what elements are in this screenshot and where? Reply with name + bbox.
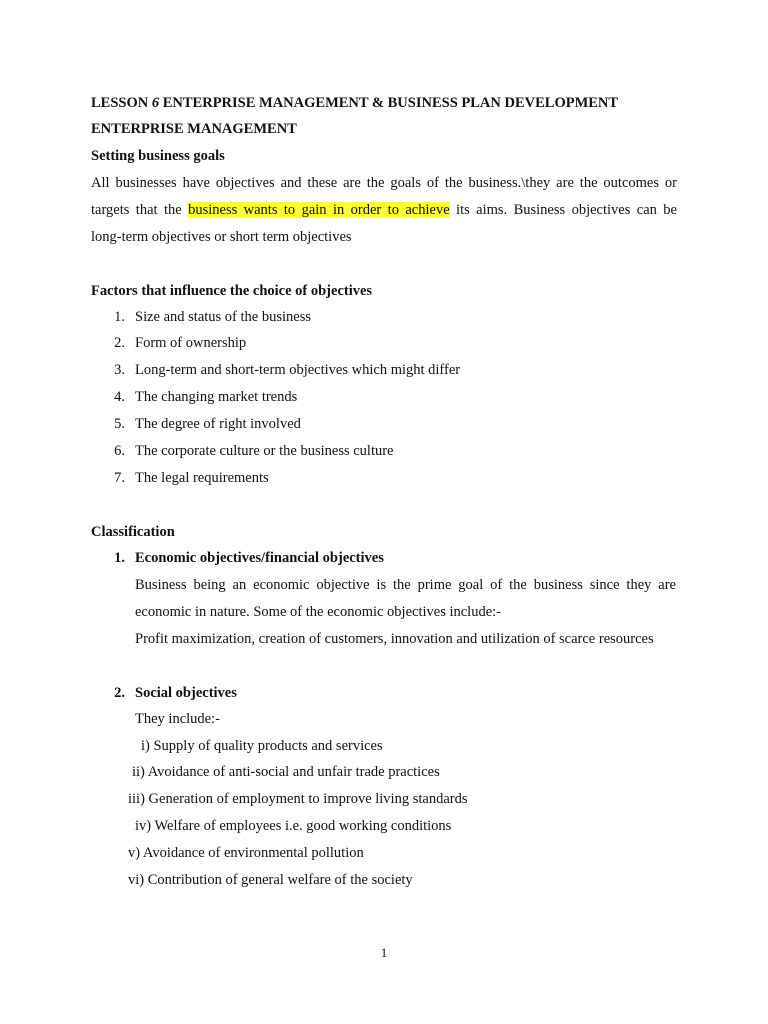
- list-item: [128, 844, 364, 862]
- list-number: 6.: [114, 443, 125, 459]
- intro-line-2: [91, 201, 677, 219]
- list-item: The changing market trends: [135, 389, 298, 405]
- highlighted-text: business wants to gain in order to achieve: [188, 202, 450, 218]
- list-item: [141, 737, 383, 755]
- list-item: [128, 871, 413, 889]
- intro-line-2-pre: targets that the: [91, 202, 189, 218]
- list-item: [135, 817, 451, 835]
- list-number: 2.: [114, 685, 125, 701]
- list-item: [128, 790, 467, 808]
- list-number: 2.: [114, 335, 125, 351]
- list-number: v): [128, 845, 141, 861]
- list-number: 1.: [114, 550, 125, 566]
- list-item: The degree of right involved: [135, 416, 301, 432]
- list-item-text: Avoidance of anti-social and unfair trade practices: [147, 764, 440, 780]
- list-item: Size and status of the business: [135, 309, 311, 325]
- list-number: 3.: [114, 362, 125, 378]
- lesson-title: [91, 94, 618, 112]
- list-number: 4.: [114, 389, 125, 405]
- list-number: ii): [132, 764, 145, 780]
- list-item: [132, 763, 440, 781]
- list-number: 5.: [114, 416, 125, 432]
- lesson-number: 6: [151, 95, 160, 111]
- list-item: The corporate culture or the business culture: [135, 443, 394, 459]
- list-number: vi): [128, 872, 145, 888]
- list-number: 1.: [114, 309, 125, 325]
- list-item-text: Generation of employment to improve living standards: [148, 791, 468, 807]
- list-item-text: Avoidance of environmental pollution: [142, 845, 364, 861]
- heading-factors: Factors that influence the choice of objectives: [91, 283, 373, 299]
- list-item: Form of ownership: [135, 335, 247, 351]
- economic-line-1: Business being an economic objective is the prime goal of the business since they are: [135, 577, 676, 593]
- list-number: 7.: [114, 470, 125, 486]
- list-item: Long-term and short-term objectives which might differ: [135, 362, 461, 378]
- list-item-text: Supply of quality products and services: [153, 738, 383, 754]
- list-item-text: Welfare of employees i.e. good working conditions: [154, 818, 452, 834]
- heading-classification: Classification: [91, 524, 175, 540]
- page-number: 1: [380, 945, 388, 960]
- intro-line-1: All businesses have objectives and these are the goals of the business.\they are the outcomes or: [91, 175, 677, 191]
- list-number: iii): [128, 791, 145, 807]
- list-item-text: Contribution of general welfare of the society: [147, 872, 413, 888]
- intro-line-2-post: its aims. Business objectives can be: [449, 202, 677, 218]
- heading-economic-objectives: Economic objectives/financial objectives: [135, 550, 384, 566]
- economic-line-2: economic in nature. Some of the economic objectives include:-: [135, 604, 502, 620]
- lesson-title-prefix: LESSON: [91, 95, 152, 111]
- list-number: i): [141, 738, 150, 754]
- intro-line-3: long-term objectives or short term objectives: [91, 229, 352, 245]
- heading-social-objectives: Social objectives: [135, 685, 237, 701]
- economic-line-3: Profit maximization, creation of customers, innovation and utilization of scarce resources: [135, 631, 654, 647]
- heading-setting-goals: Setting business goals: [91, 148, 225, 164]
- social-intro: They include:-: [135, 711, 220, 727]
- list-number: iv): [135, 818, 152, 834]
- lesson-title-rest: ENTERPRISE MANAGEMENT & BUSINESS PLAN DEVELOPMENT: [159, 95, 619, 111]
- section-subtitle: ENTERPRISE MANAGEMENT: [91, 121, 297, 137]
- list-item: The legal requirements: [135, 470, 269, 486]
